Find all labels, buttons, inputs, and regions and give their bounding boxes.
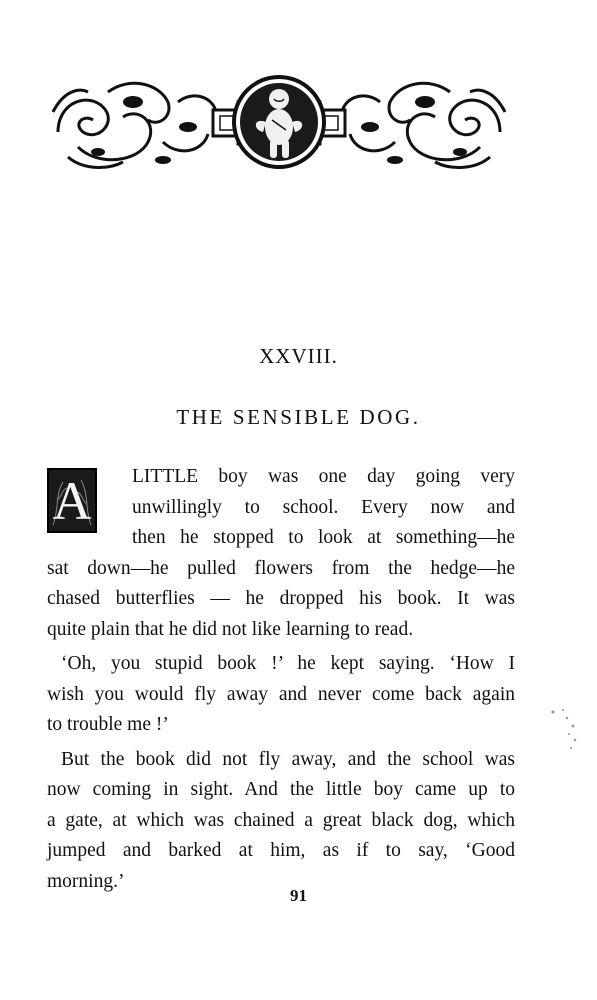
paragraph-1 — [47, 462, 515, 645]
drop-cap-letter: A — [52, 470, 92, 531]
page-number: 91 — [290, 886, 307, 905]
paper-smudge — [545, 706, 585, 756]
text-line: to trouble me !’ — [47, 714, 169, 735]
chapter-title: THE SENSIBLE DOG. — [176, 405, 421, 429]
text-line: chased butterflies — he dropped his book. It was — [47, 588, 515, 609]
header-ornament — [48, 72, 510, 174]
text-line: jumped and barked at him, as if to say, ‘Good — [47, 840, 515, 861]
text-line: then he stopped to look at something—he — [132, 527, 515, 548]
text-line: ‘Oh, you stupid book !’ he kept saying. ‘How I — [61, 653, 515, 674]
text-line: now coming in sight. And the little boy came up to — [47, 779, 515, 800]
paragraph-3 — [47, 745, 515, 898]
text-line: unwillingly to school. Every now and — [132, 496, 515, 518]
drop-cap — [47, 468, 97, 533]
text-line: quite plain that he did not like learning to read. — [47, 618, 414, 640]
text-line: sat down—he pulled flowers from the hedge—he — [47, 557, 515, 579]
chapter-number: XXVIII. — [259, 344, 338, 368]
text-line: morning.’ — [47, 870, 125, 892]
text-line: wish you would fly away and never come back again — [47, 683, 515, 705]
text-line: LITTLE boy was one day going very — [132, 466, 515, 487]
chapter-body — [47, 462, 515, 897]
text-line: a gate, at which was chained a great black dog, which — [47, 809, 515, 831]
text-line: But the book did not fly away, and the school was — [61, 748, 515, 770]
paragraph-2 — [47, 649, 515, 741]
